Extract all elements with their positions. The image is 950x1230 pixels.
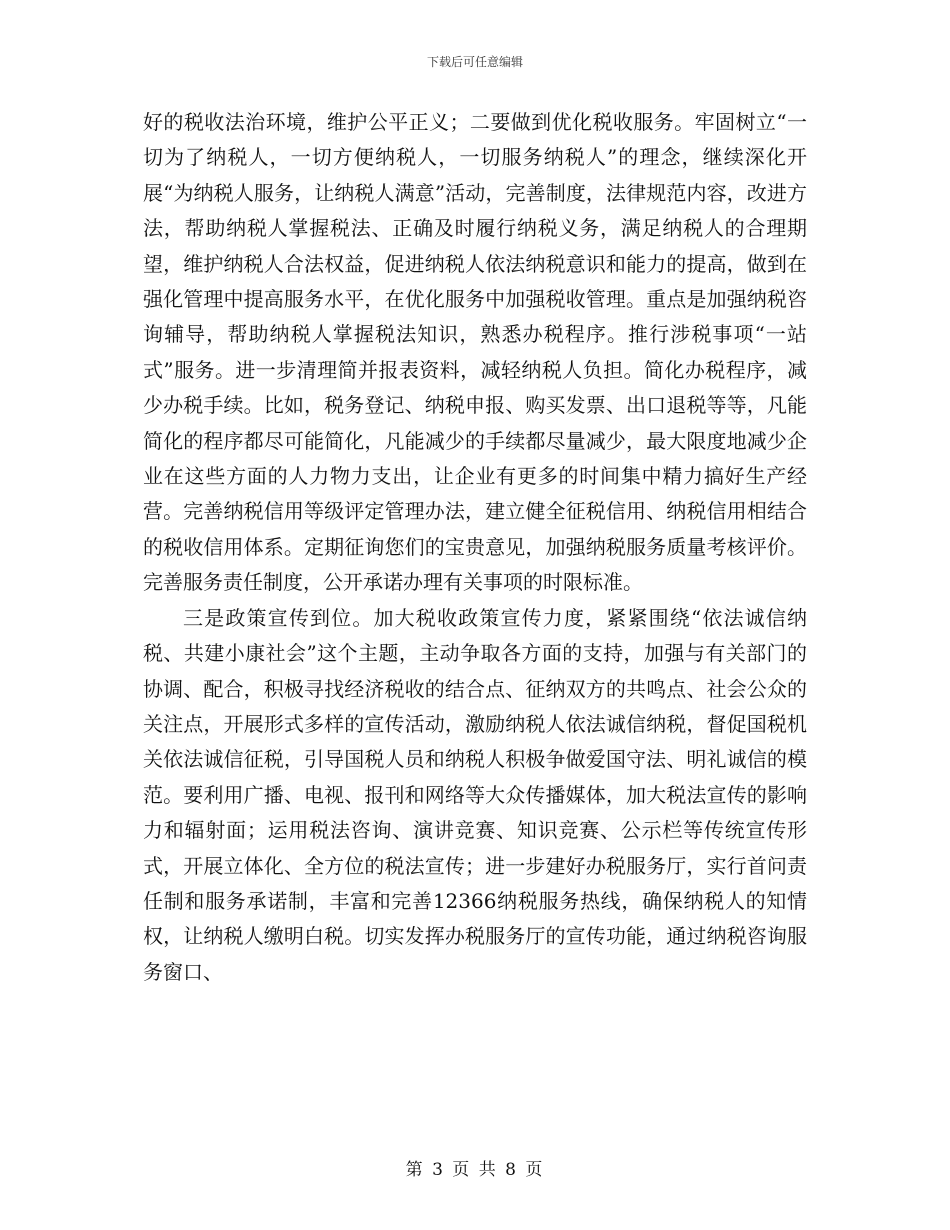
page-number-footer: 第 3 页 共 8 页 <box>405 1160 545 1180</box>
paragraph-continued: 好的税收法治环境，维护公平正义；二要做到优化税收服务。牢固树立“一切为了纳税人，一切方便纳税人，一切服务纳税人”的理念，继续深化开展“为纳税人服务，让纳税人满意”活动，完善制度，法律规范内容，改进方法，帮助纳税人掌握税法、正确及时履行纳税义务，满足纳税人的合理期望，维护纳税人合法权益，促进纳税人依法纳税意识和能力的提高，做到在强化管理中提高服务水平，在优化服务中加强税收管理。重点是加强纳税咨询辅导，帮助纳税人掌握税法知识，熟悉办税程序。推行涉税事项“一站式”服务。进一步清理简并报表资料，减轻纳税人负担。简化办税程序，减少办税手续。比如，税务登记、纳税申报、购买发票、出口退税等等，凡能简化的程序都尽可能简化，凡能减少的手续都尽量减少，最大限度地减少企业在这些方面的人力物力支出，让企业有更多的时间集中精力搞好生产经营。完善纳税信用等级评定管理办法，建立健全征税信用、纳税信用相结合的税收信用体系。定期征询您们的宝贵意见，加强纳税服务质量考核评价。完善服务责任制度，公开承诺办理有关事项的时限标准。 <box>143 110 807 595</box>
page-header: 下载后可任意编辑 <box>426 55 523 69</box>
document-body <box>143 105 807 990</box>
paragraph-policy-promotion: 三是政策宣传到位。加大税收政策宣传力度，紧紧围绕“依法诚信纳税、共建小康社会”这个主题，主动争取各方面的支持，加强与有关部门的协调、配合，积极寻找经济税收的结合点、征纳双方的共鸣点、社会公众的关注点，开展形式多样的宣传活动，激励纳税人依法诚信纳税，督促国税机关依法诚信征税，引导国税人员和纳税人积极争做爱国守法、明礼诚信的模范。要利用广播、电视、报刊和网络等大众传播媒体，加大税法宣传的影响力和辐射面；运用税法咨询、演讲竞赛、知识竞赛、公示栏等传统宣传形式，开展立体化、全方位的税法宣传；进一步建好办税服务厅，实行首问责任制和服务承诺制，丰富和完善12366纳税服务热线，确保纳税人的知情权，让纳税人缴明白税。切实发挥办税服务厅的宣传功能，通过纳税咨询服务窗口、 <box>143 605 807 984</box>
